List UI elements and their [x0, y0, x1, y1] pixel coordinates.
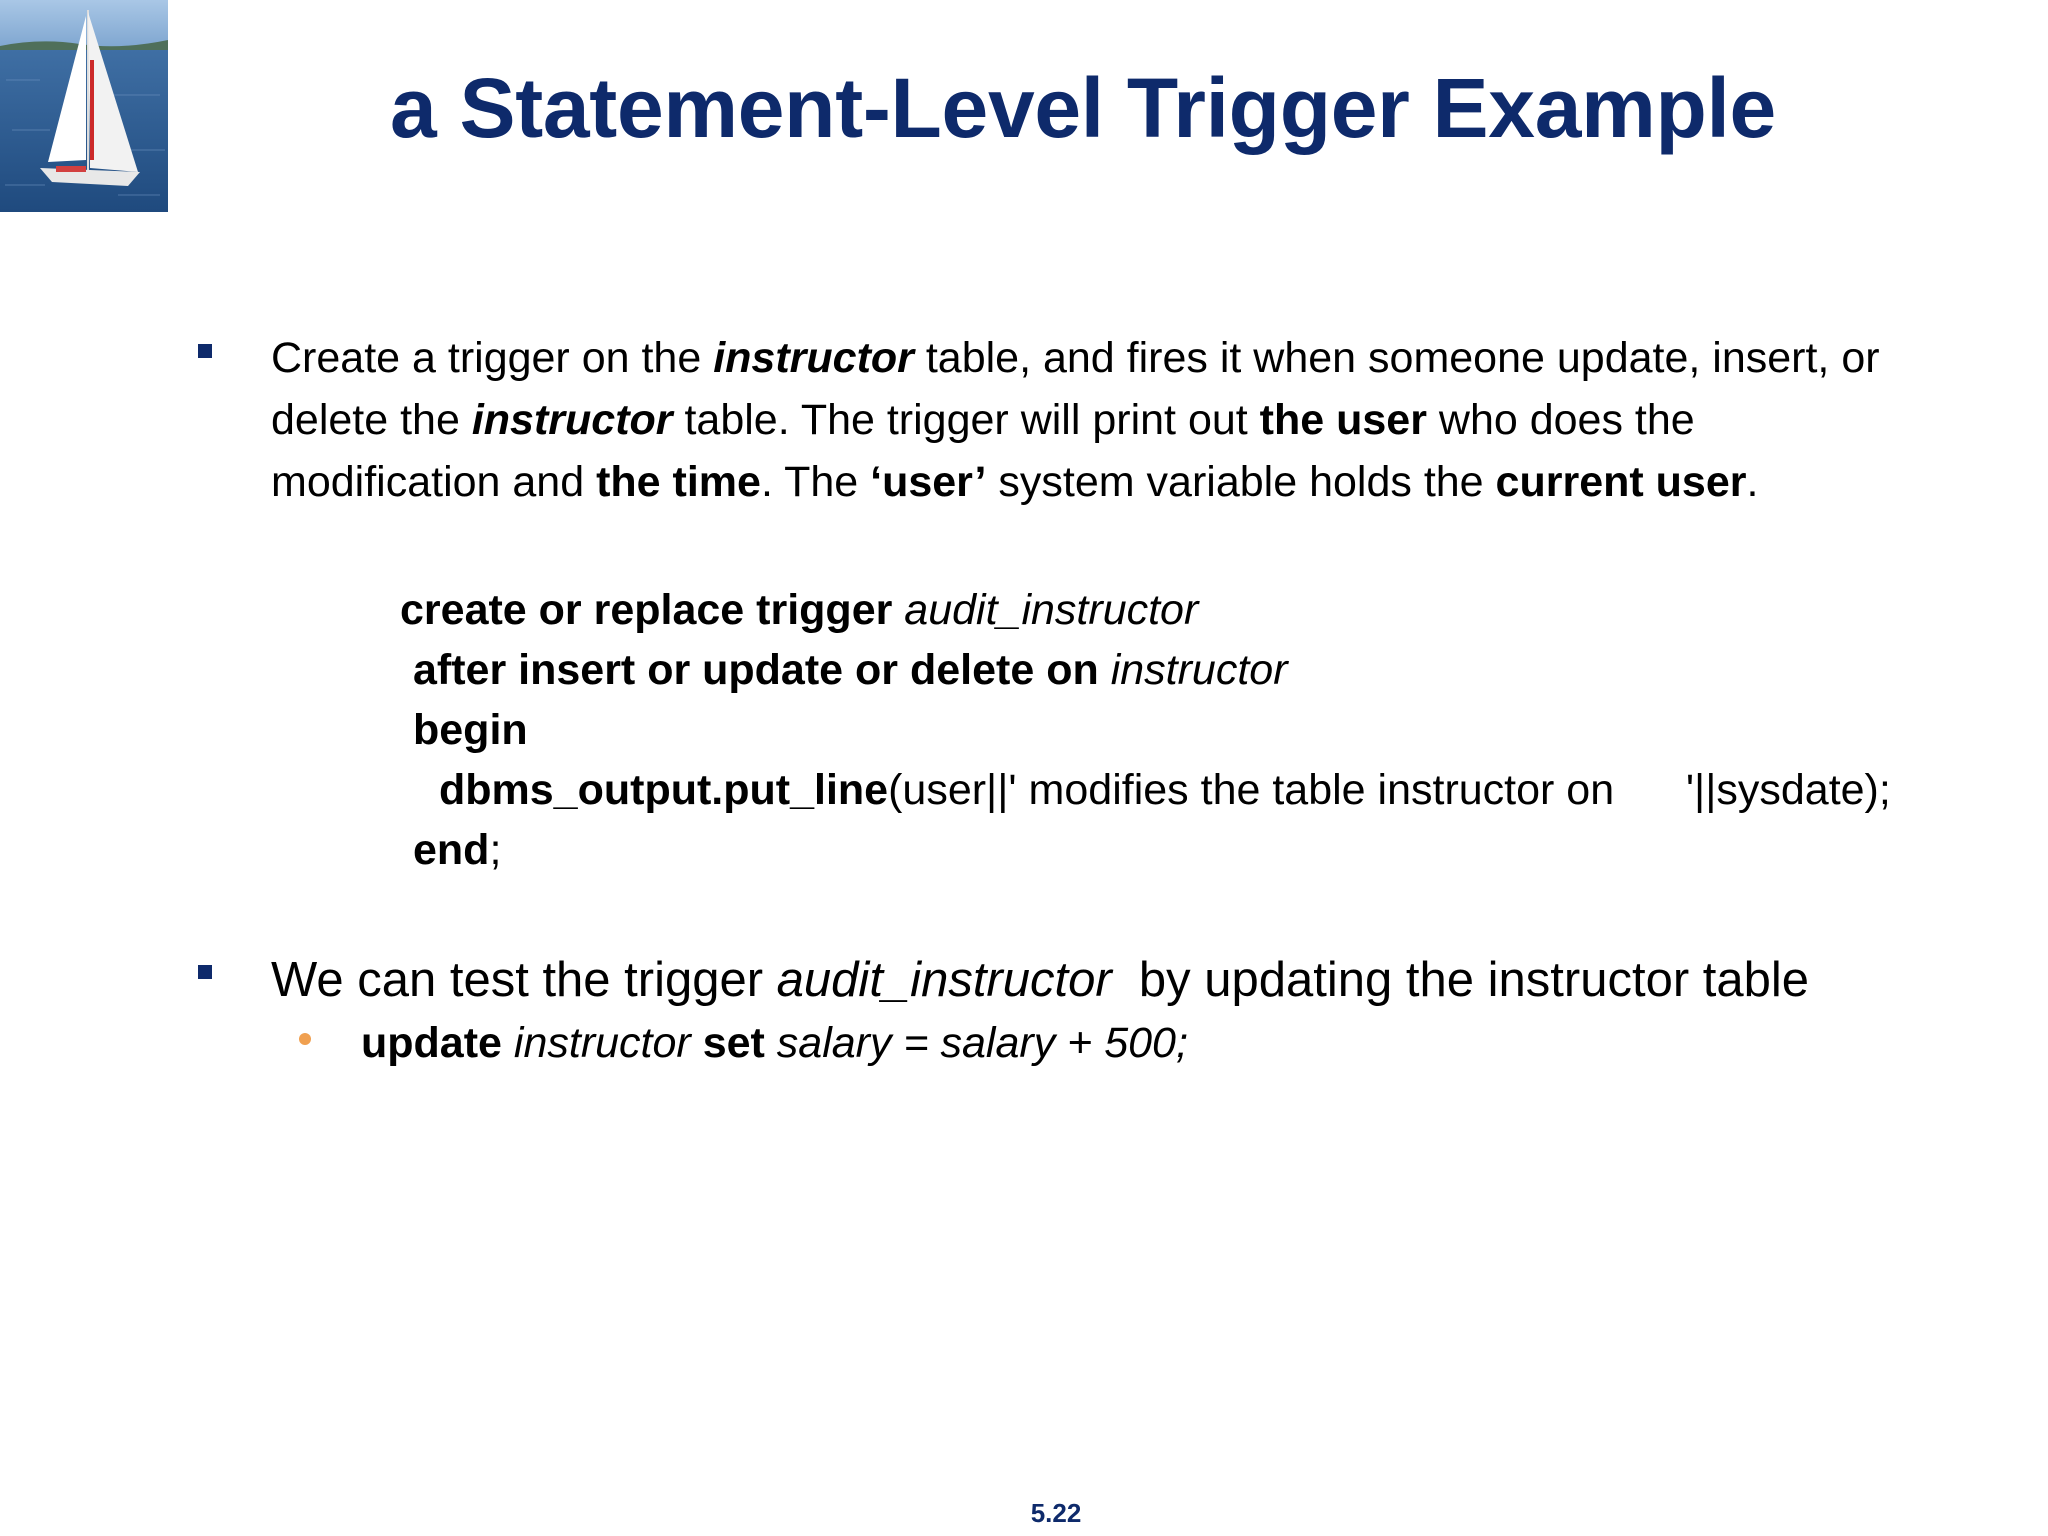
subbullet-update-statement: update instructor set salary = salary + 500;	[361, 1019, 1188, 1067]
sailboat-logo	[0, 0, 168, 212]
bullet-square-icon	[198, 344, 212, 358]
bullet-square-icon	[198, 965, 212, 979]
code-line-create: create or replace trigger audit_instructor	[400, 586, 1199, 634]
slide-title: a Statement-Level Trigger Example	[390, 61, 1776, 155]
code-line-put-line: dbms_output.put_line(user||' modifies the table instructor on '||sysdate);	[439, 766, 1891, 814]
bullet-dot-icon	[299, 1033, 311, 1045]
bullet1-line1: Create a trigger on the instructor table, and fires it when someone update, insert, or	[271, 334, 1880, 382]
code-line-begin: begin	[413, 706, 528, 754]
bullet2-line1: We can test the trigger audit_instructor by updating the instructor table	[271, 953, 1810, 1007]
bullet1-line3: modification and the time. The ‘user’ system variable holds the current user.	[271, 458, 1759, 506]
page-number: 5.22	[1030, 1498, 1082, 1528]
code-line-end: end;	[413, 826, 502, 874]
code-line-after: after insert or update or delete on instructor	[413, 646, 1288, 694]
bullet1-line2: delete the instructor table. The trigger will print out the user who does the	[271, 396, 1695, 444]
